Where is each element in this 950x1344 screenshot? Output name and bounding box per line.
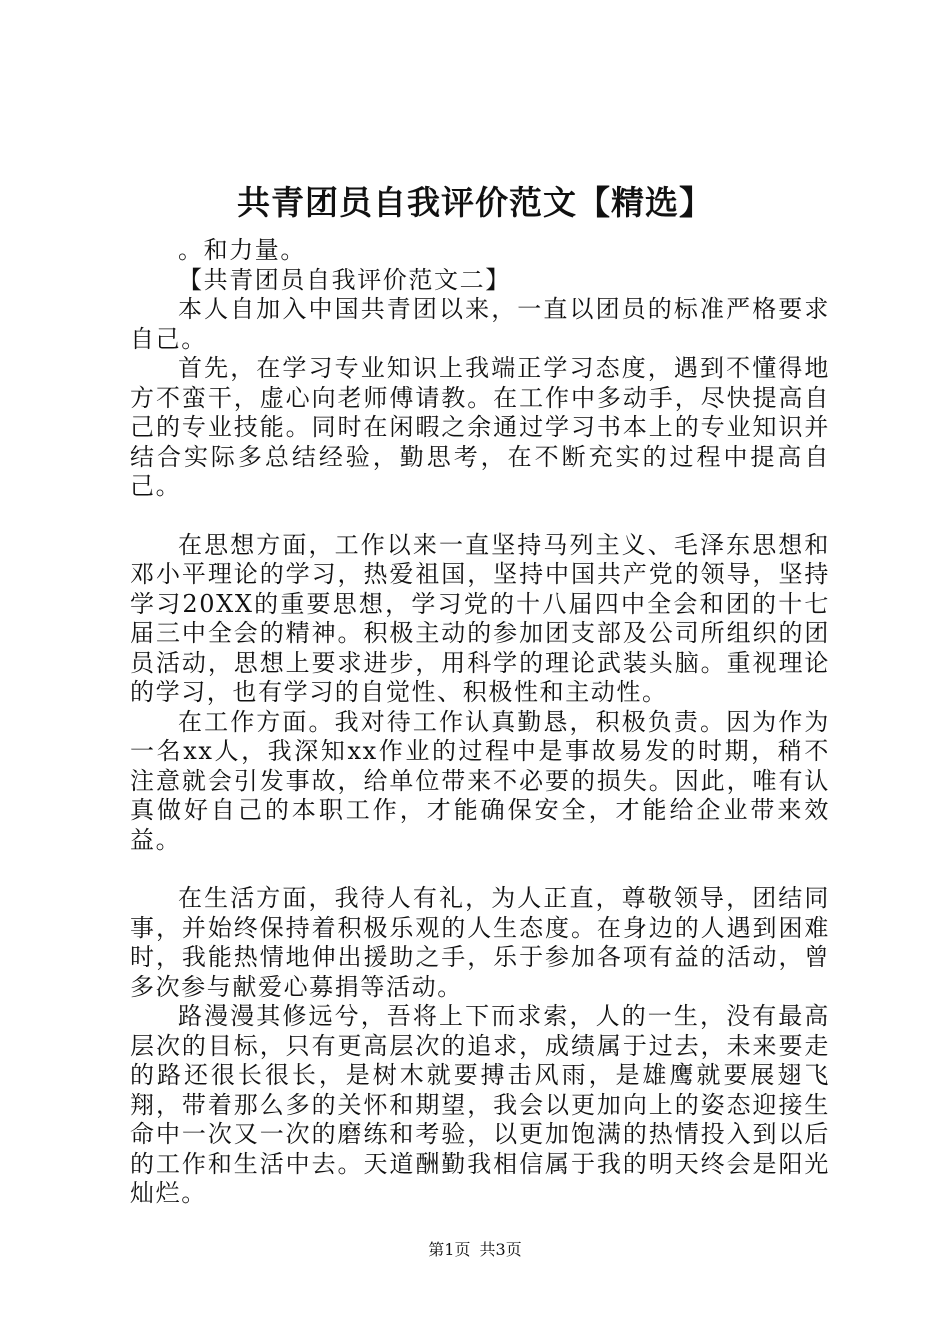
- page-total: 共3页: [479, 1240, 522, 1259]
- page-number: 第1页: [428, 1240, 471, 1259]
- paragraph-life: 在生活方面，我待人有礼，为人正直，尊敬领导，团结同事，并始终保持着积极乐观的人生态度。在身边的人遇到困难时，我能热情地伸出援助之手，乐于参加各项有益的活动，曾多次参与献爱心募捐等活动。: [130, 884, 830, 1001]
- document-title: 共青团员自我评价范文【精选】: [237, 183, 713, 222]
- section-heading: 【共青团员自我评价范文二】: [178, 265, 511, 294]
- paragraph-intro: 本人自加入中国共青团以来，一直以团员的标准严格要求自己。: [130, 295, 830, 353]
- paragraph-work: 在工作方面。我对待工作认真勤恳，积极负责。因为作为一名xx人，我深知xx作业的过程中是事故易发的时期，稍不注意就会引发事故，给单位带来不必要的损失。因此，唯有认真做好自己的本职工作，才能确保安全，才能给企业带来效益。: [130, 707, 830, 854]
- page-footer: [0, 1240, 950, 1260]
- paragraph-conclusion: 路漫漫其修远兮，吾将上下而求索，人的一生，没有最高层次的目标，只有更高层次的追求，成绩属于过去，未来要走的路还很长很长，是树木就要搏击风雨，是雄鹰就要展翅飞翔，带着那么多的关怀和期望，我会以更加向上的姿态迎接生命中一次又一次的磨练和考验，以更加饱满的热情投入到以后的工作和生活中去。天道酬勤我相信属于我的明天终会是阳光灿烂。: [130, 1002, 830, 1207]
- paragraph-study: 首先，在学习专业知识上我端正学习态度，遇到不懂得地方不蛮干，虚心向老师傅请教。在工作中多动手，尽快提高自己的专业技能。同时在闲暇之余通过学习书本上的专业知识并结合实际多总结经验，勤思考，在不断充实的过程中提高自己。: [130, 354, 830, 500]
- paragraph-fragment: 。和力量。: [178, 236, 306, 264]
- document-body: [130, 236, 830, 1209]
- paragraph-thought: 在思想方面，工作以来一直坚持马列主义、毛泽东思想和邓小平理论的学习，热爱祖国，坚持中国共产党的领导，坚持学习20XX的重要思想，学习党的十八届四中全会和团的十七届三中全会的精神。积极主动的参加团支部及公司所组织的团员活动，思想上要求进步，用科学的理论武装头脑。重视理论的学习，也有学习的自觉性、积极性和主动性。: [130, 530, 830, 706]
